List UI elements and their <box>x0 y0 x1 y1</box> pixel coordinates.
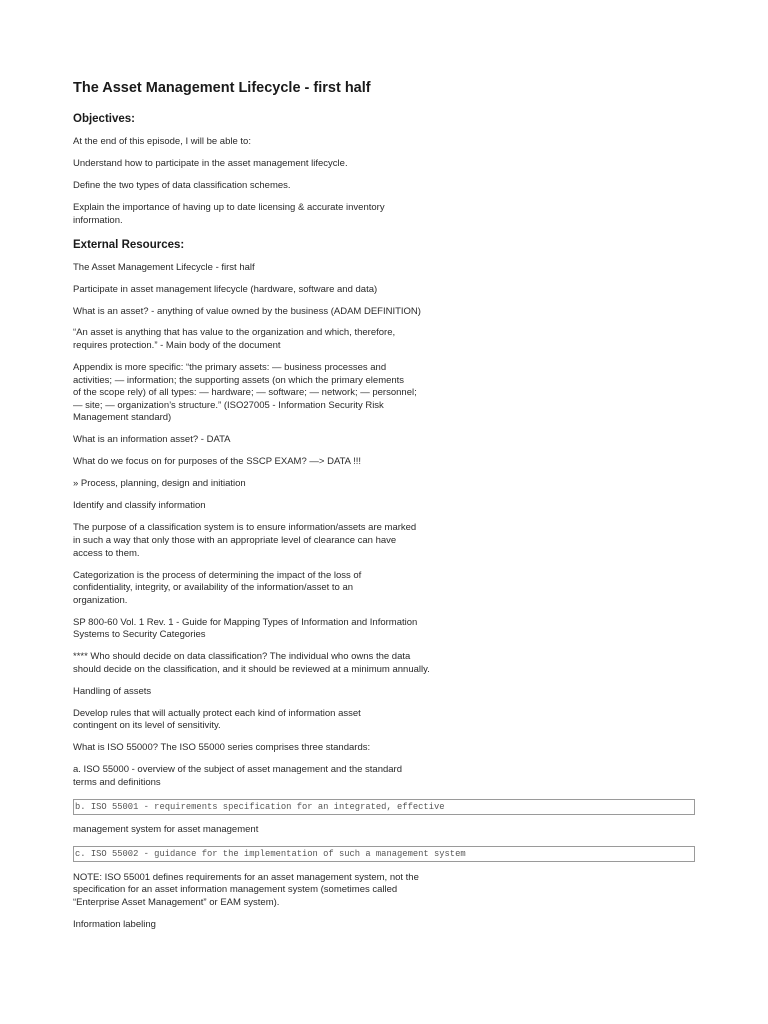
code-block-iso-55001: b. ISO 55001 - requirements specification for an integrated, effective <box>73 799 695 815</box>
objectives-heading: Objectives: <box>73 113 135 125</box>
body-paragraph: Appendix is more specific: “the primary assets: — business processes and activities; — information; the supporting assets (on which the primary elements of the scope rely) of all types: — hardware; — software; — network; — personnel; — site; — organization’s structure.” (ISO27005 - Information Security Risk Management standard) <box>73 362 417 424</box>
body-paragraph: a. ISO 55000 - overview of the subject of asset management and the standard terms and definitions <box>73 764 403 788</box>
body-paragraph: Participate in asset management lifecycle (hardware, software and data) <box>73 283 378 295</box>
objective-paragraph: Understand how to participate in the asset management lifecycle. <box>73 157 348 169</box>
objective-paragraph: Define the two types of data classification schemes. <box>73 179 291 191</box>
body-paragraph: » Process, planning, design and initiation <box>73 478 246 490</box>
body-paragraph: “An asset is anything that has value to the organization and which, therefore, requires protection.” - Main body of the document <box>73 327 396 352</box>
body-paragraph: What is an information asset? - DATA <box>73 434 231 446</box>
document-page <box>73 78 697 941</box>
body-paragraph: **** Who should decide on data classification? The individual who owns the data should decide on the classification, and it should be reviewed at a minimum annually. <box>73 651 430 675</box>
body-paragraph: The Asset Management Lifecycle - first half <box>73 261 255 273</box>
external-resources-heading: External Resources: <box>73 238 185 251</box>
body-paragraph: What do we focus on for purposes of the SSCP EXAM? —> DATA !!! <box>73 456 362 468</box>
code-block-iso-55002: c. ISO 55002 - guidance for the implementation of such a management system <box>73 846 695 862</box>
body-paragraph: What is an asset? - anything of value owned by the business (ADAM DEFINITION) <box>73 305 421 317</box>
body-paragraph: Identify and classify information <box>73 500 206 512</box>
body-paragraph: SP 800-60 Vol. 1 Rev. 1 - Guide for Mapping Types of Information and Information Systems to Security Categories <box>73 616 418 641</box>
body-paragraph: management system for asset management <box>73 824 259 836</box>
body-paragraph: What is ISO 55000? The ISO 55000 series comprises three standards: <box>73 742 371 754</box>
body-paragraph: Handling of assets <box>73 685 152 697</box>
body-paragraph: The purpose of a classification system is to ensure information/assets are marked in such a way that only those with an appropriate level of clearance can have access to them. <box>73 522 417 559</box>
objective-paragraph: At the end of this episode, I will be able to: <box>73 136 251 147</box>
document-title: The Asset Management Lifecycle - first half <box>73 80 371 96</box>
body-paragraph: Develop rules that will actually protect each kind of information asset contingent on its level of sensitivity. <box>73 707 361 732</box>
objective-paragraph: Explain the importance of having up to date licensing & accurate inventory information. <box>73 201 385 226</box>
note-paragraph: NOTE: ISO 55001 defines requirements for an asset management system, not the specification for an asset information management system (sometimes called “Enterprise Asset Management” or EAM system). <box>73 871 419 908</box>
body-paragraph: Categorization is the process of determining the impact of the loss of confidentiality, integrity, or availability of the information/asset to an organization. <box>73 569 362 606</box>
body-paragraph: Information labeling <box>73 918 156 930</box>
